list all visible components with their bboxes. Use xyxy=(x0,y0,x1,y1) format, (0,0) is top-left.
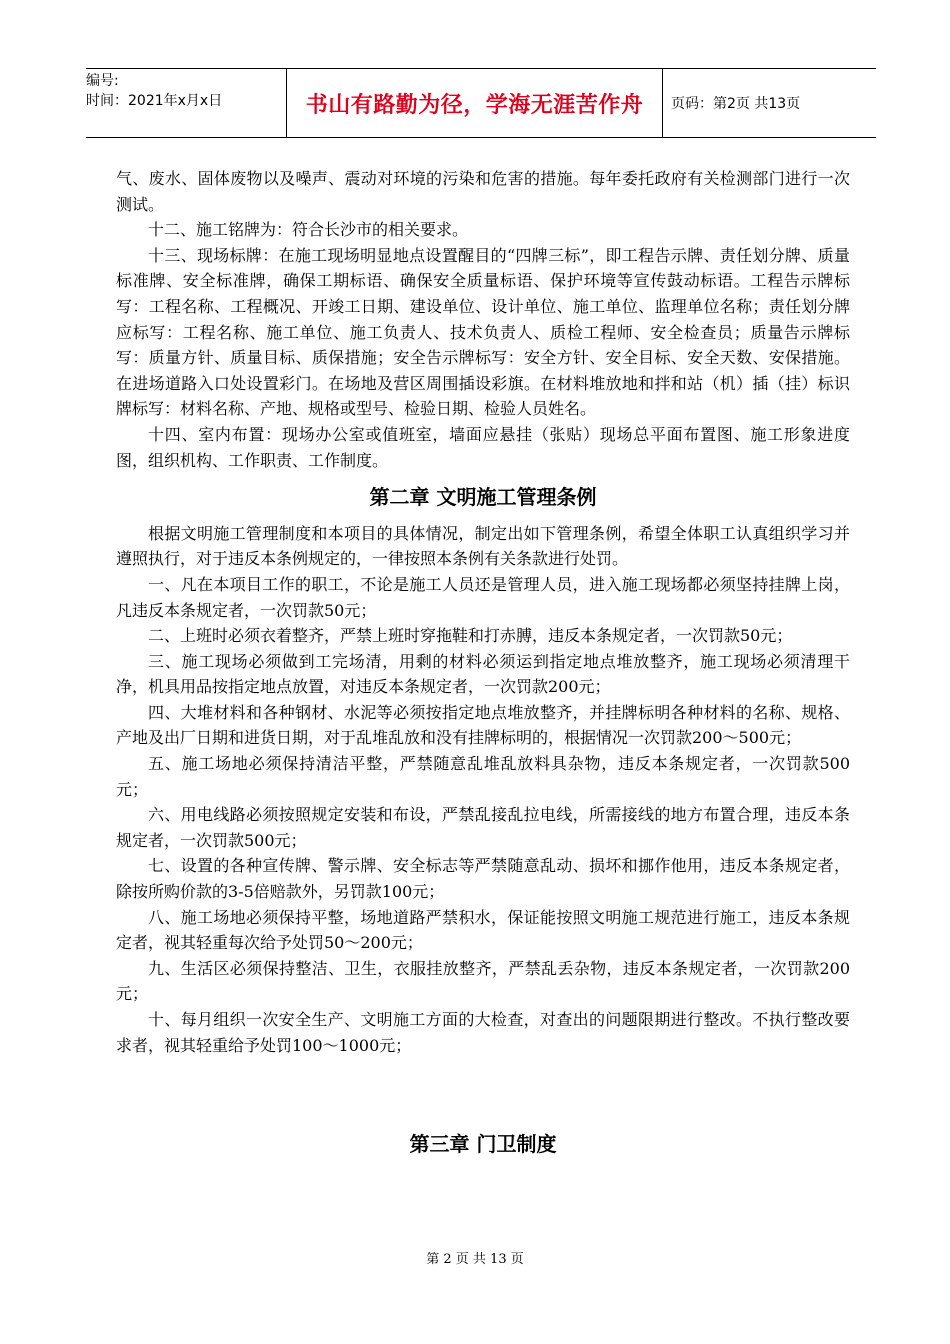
paragraph: 气、废水、固体废物以及噪声、震动对环境的污染和危害的措施。每年委托政府有关检测部门进行一次测试。 xyxy=(116,169,850,214)
rule-item: 一、凡在本项目工作的职工，不论是施工人员还是管理人员，进入施工现场都必须坚持挂牌上岗，凡违反本条规定者，一次罚款50元； xyxy=(116,574,850,620)
header-motto-cell xyxy=(287,69,663,137)
rule-item: 六、用电线路必须按照规定安装和布设，严禁乱接乱拉电线，所需接线的地方布置合理，违反本条规定者，一次罚款500元； xyxy=(116,805,850,850)
page-header xyxy=(86,68,876,138)
rule-item: 八、施工场地必须保持平整，场地道路严禁积水，保证能按照文明施工规范进行施工，违反本条规定者，视其轻重每次给予处罚50～200元； xyxy=(116,907,850,953)
rule-item: 九、生活区必须保持整洁、卫生，衣服挂放整齐，严禁乱丢杂物，违反本条规定者，一次罚款200元； xyxy=(116,958,850,1004)
paragraph: 十三、现场标牌：在施工现场明显地点设置醒目的“四牌三标”，即工程告示牌、责任划分牌、质量标准牌、安全标准牌，确保工期标语、确保安全质量标语、保护环境等宣传鼓动标语。工程告示牌标写：工程名称、工程概况、开竣工日期、建设单位、设计单位、施工单位、监理单位名称；责任划分牌应标写：工程名称、施工单位、施工负责人、技术负责人、质检工程师、安全检查员；质量告示牌标写：质量方针、质量目标、质保措施；安全告示牌标写：安全方针、安全目标、安全天数、安保措施。在进场道路入口处设置彩门。在场地及营区周围插设彩旗。在材料堆放地和拌和站（机）插（挂）标识牌标写：材料名称、产地、规格或型号、检验日期、检验人员姓名。 xyxy=(116,245,850,419)
document-body xyxy=(116,166,850,1058)
rule-item: 二、上班时必须衣着整齐，严禁上班时穿拖鞋和打赤膊，违反本条规定者，一次罚款50元； xyxy=(148,626,793,646)
rule-item: 十、每月组织一次安全生产、文明施工方面的大检查，对查出的问题限期进行整改。不执行整改要求者，视其轻重给予处罚100～1000元； xyxy=(116,1010,850,1055)
header-page-info: 页码：第2页 共13页 xyxy=(671,96,801,112)
chapter-3-title: 第三章 门卫制度 xyxy=(409,1132,557,1156)
rule-item: 四、大堆材料和各种钢材、水泥等必须按指定地点堆放整齐，并挂牌标明各种材料的名称、规格、产地及出厂日期和进货日期，对于乱堆乱放和没有挂牌标明的，根据情况一次罚款200～500元； xyxy=(116,702,850,748)
header-meta xyxy=(86,69,287,137)
rule-item: 七、设置的各种宣传牌、警示牌、安全标志等严禁随意乱动、损坏和挪作他用，违反本条规定者，除按所购价款的3-5倍赔款外，另罚款100元； xyxy=(116,856,850,902)
paragraph: 根据文明施工管理制度和本项目的具体情况，制定出如下管理条例，希望全体职工认真组织学习并遵照执行，对于违反本条例规定的，一律按照本条例有关条款进行处罚。 xyxy=(116,523,850,569)
header-motto: 书山有路勤为径，学海无涯苦作舟 xyxy=(305,92,644,118)
time-label: 时间：2021年x月x日 xyxy=(86,93,223,109)
page-footer: 第 2 页 共 13 页 xyxy=(426,1252,524,1267)
paragraph: 十四、室内布置：现场办公室或值班室，墙面应悬挂（张贴）现场总平面布置图、施工形象进度图，组织机构、工作职责、工作制度。 xyxy=(116,424,850,470)
rule-item: 五、施工场地必须保持清洁平整，严禁随意乱堆乱放料具杂物，违反本条规定者，一次罚款500元； xyxy=(116,754,850,799)
chapter-2-title: 第二章 文明施工管理条例 xyxy=(369,485,597,510)
rule-item: 三、施工现场必须做到工完场清，用剩的材料必须运到指定地点堆放整齐，施工现场必须清理干净，机具用品按指定地点放置，对违反本条规定者，一次罚款200元； xyxy=(116,651,850,697)
paragraph: 十二、施工铭牌为：符合长沙市的相关要求。 xyxy=(148,220,469,240)
code-label: 编号: xyxy=(86,73,119,89)
